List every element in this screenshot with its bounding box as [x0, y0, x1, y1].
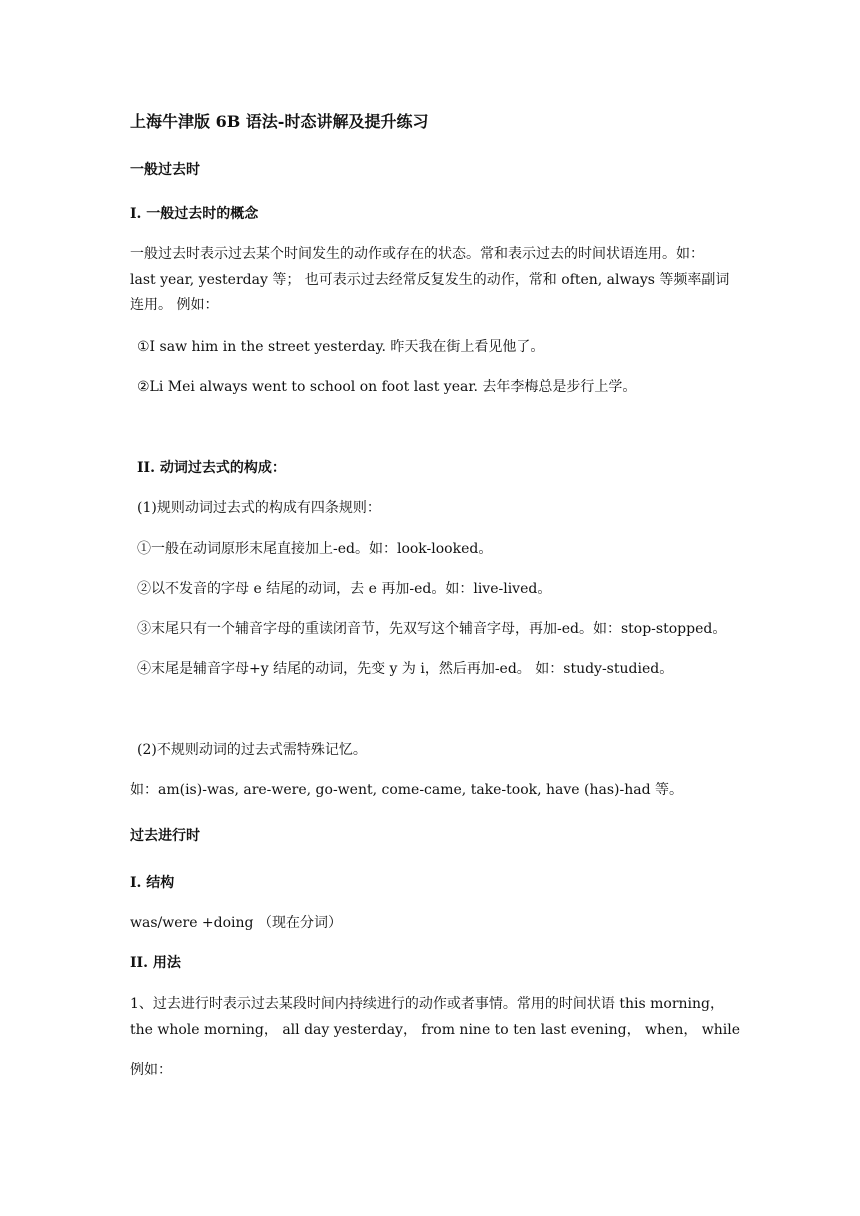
subheading-concept: I. 一般过去时的概念	[130, 206, 259, 222]
example-2: ②Li Mei always went to school on foot last year. 去年李梅总是步行上学。	[137, 379, 637, 395]
irregular-examples: 如：am(is)-was, are-were, go-went, come-came, take-took, have (has)-had 等。	[130, 782, 684, 798]
regular-rule-4: ④末尾是辅音字母+y 结尾的动词，先变 y 为 i，然后再加-ed。 如：study-studied。	[137, 661, 674, 677]
regular-verbs-intro: (1)规则动词过去式的构成有四条规则：	[137, 500, 381, 516]
concept-line-3: 连用。 例如：	[130, 297, 219, 313]
section-heading-past-simple: 一般过去时	[130, 162, 200, 178]
subheading-usage: II. 用法	[130, 955, 181, 971]
example-1: ①I saw him in the street yesterday. 昨天我在街上看见他了。	[137, 339, 545, 355]
usage-line-1: 1、过去进行时表示过去某段时间内持续进行的动作或者事情。常用的时间状语 this morning，	[130, 996, 724, 1012]
example-label: 例如：	[130, 1062, 172, 1078]
document-title: 上海牛津版 6B 语法-时态讲解及提升练习	[130, 112, 429, 131]
concept-line-2: last year, yesterday 等； 也可表示过去经常反复发生的动作，常和 often, always 等频率副词	[130, 272, 730, 288]
usage-line-2: the whole morning， all day yesterday， from nine to ten last evening， when， while	[130, 1022, 741, 1038]
subheading-formation: II. 动词过去式的构成：	[137, 460, 286, 476]
concept-line-1: 一般过去时表示过去某个时间发生的动作或存在的状态。常和表示过去的时间状语连用。如：	[130, 246, 704, 262]
subheading-structure: I. 结构	[130, 875, 175, 891]
regular-rule-1: ①一般在动词原形末尾直接加上-ed。如：look-looked。	[137, 541, 493, 557]
structure-formula: was/were +doing （现在分词）	[130, 915, 342, 931]
section-heading-past-continuous: 过去进行时	[130, 828, 200, 844]
regular-rule-3: ③末尾只有一个辅音字母的重读闭音节，先双写这个辅音字母，再加-ed。如：stop-stopped。	[137, 621, 727, 637]
irregular-verbs-intro: (2)不规则动词的过去式需特殊记忆。	[137, 742, 367, 758]
regular-rule-2: ②以不发音的字母 e 结尾的动词，去 e 再加-ed。如：live-lived。	[137, 581, 552, 597]
